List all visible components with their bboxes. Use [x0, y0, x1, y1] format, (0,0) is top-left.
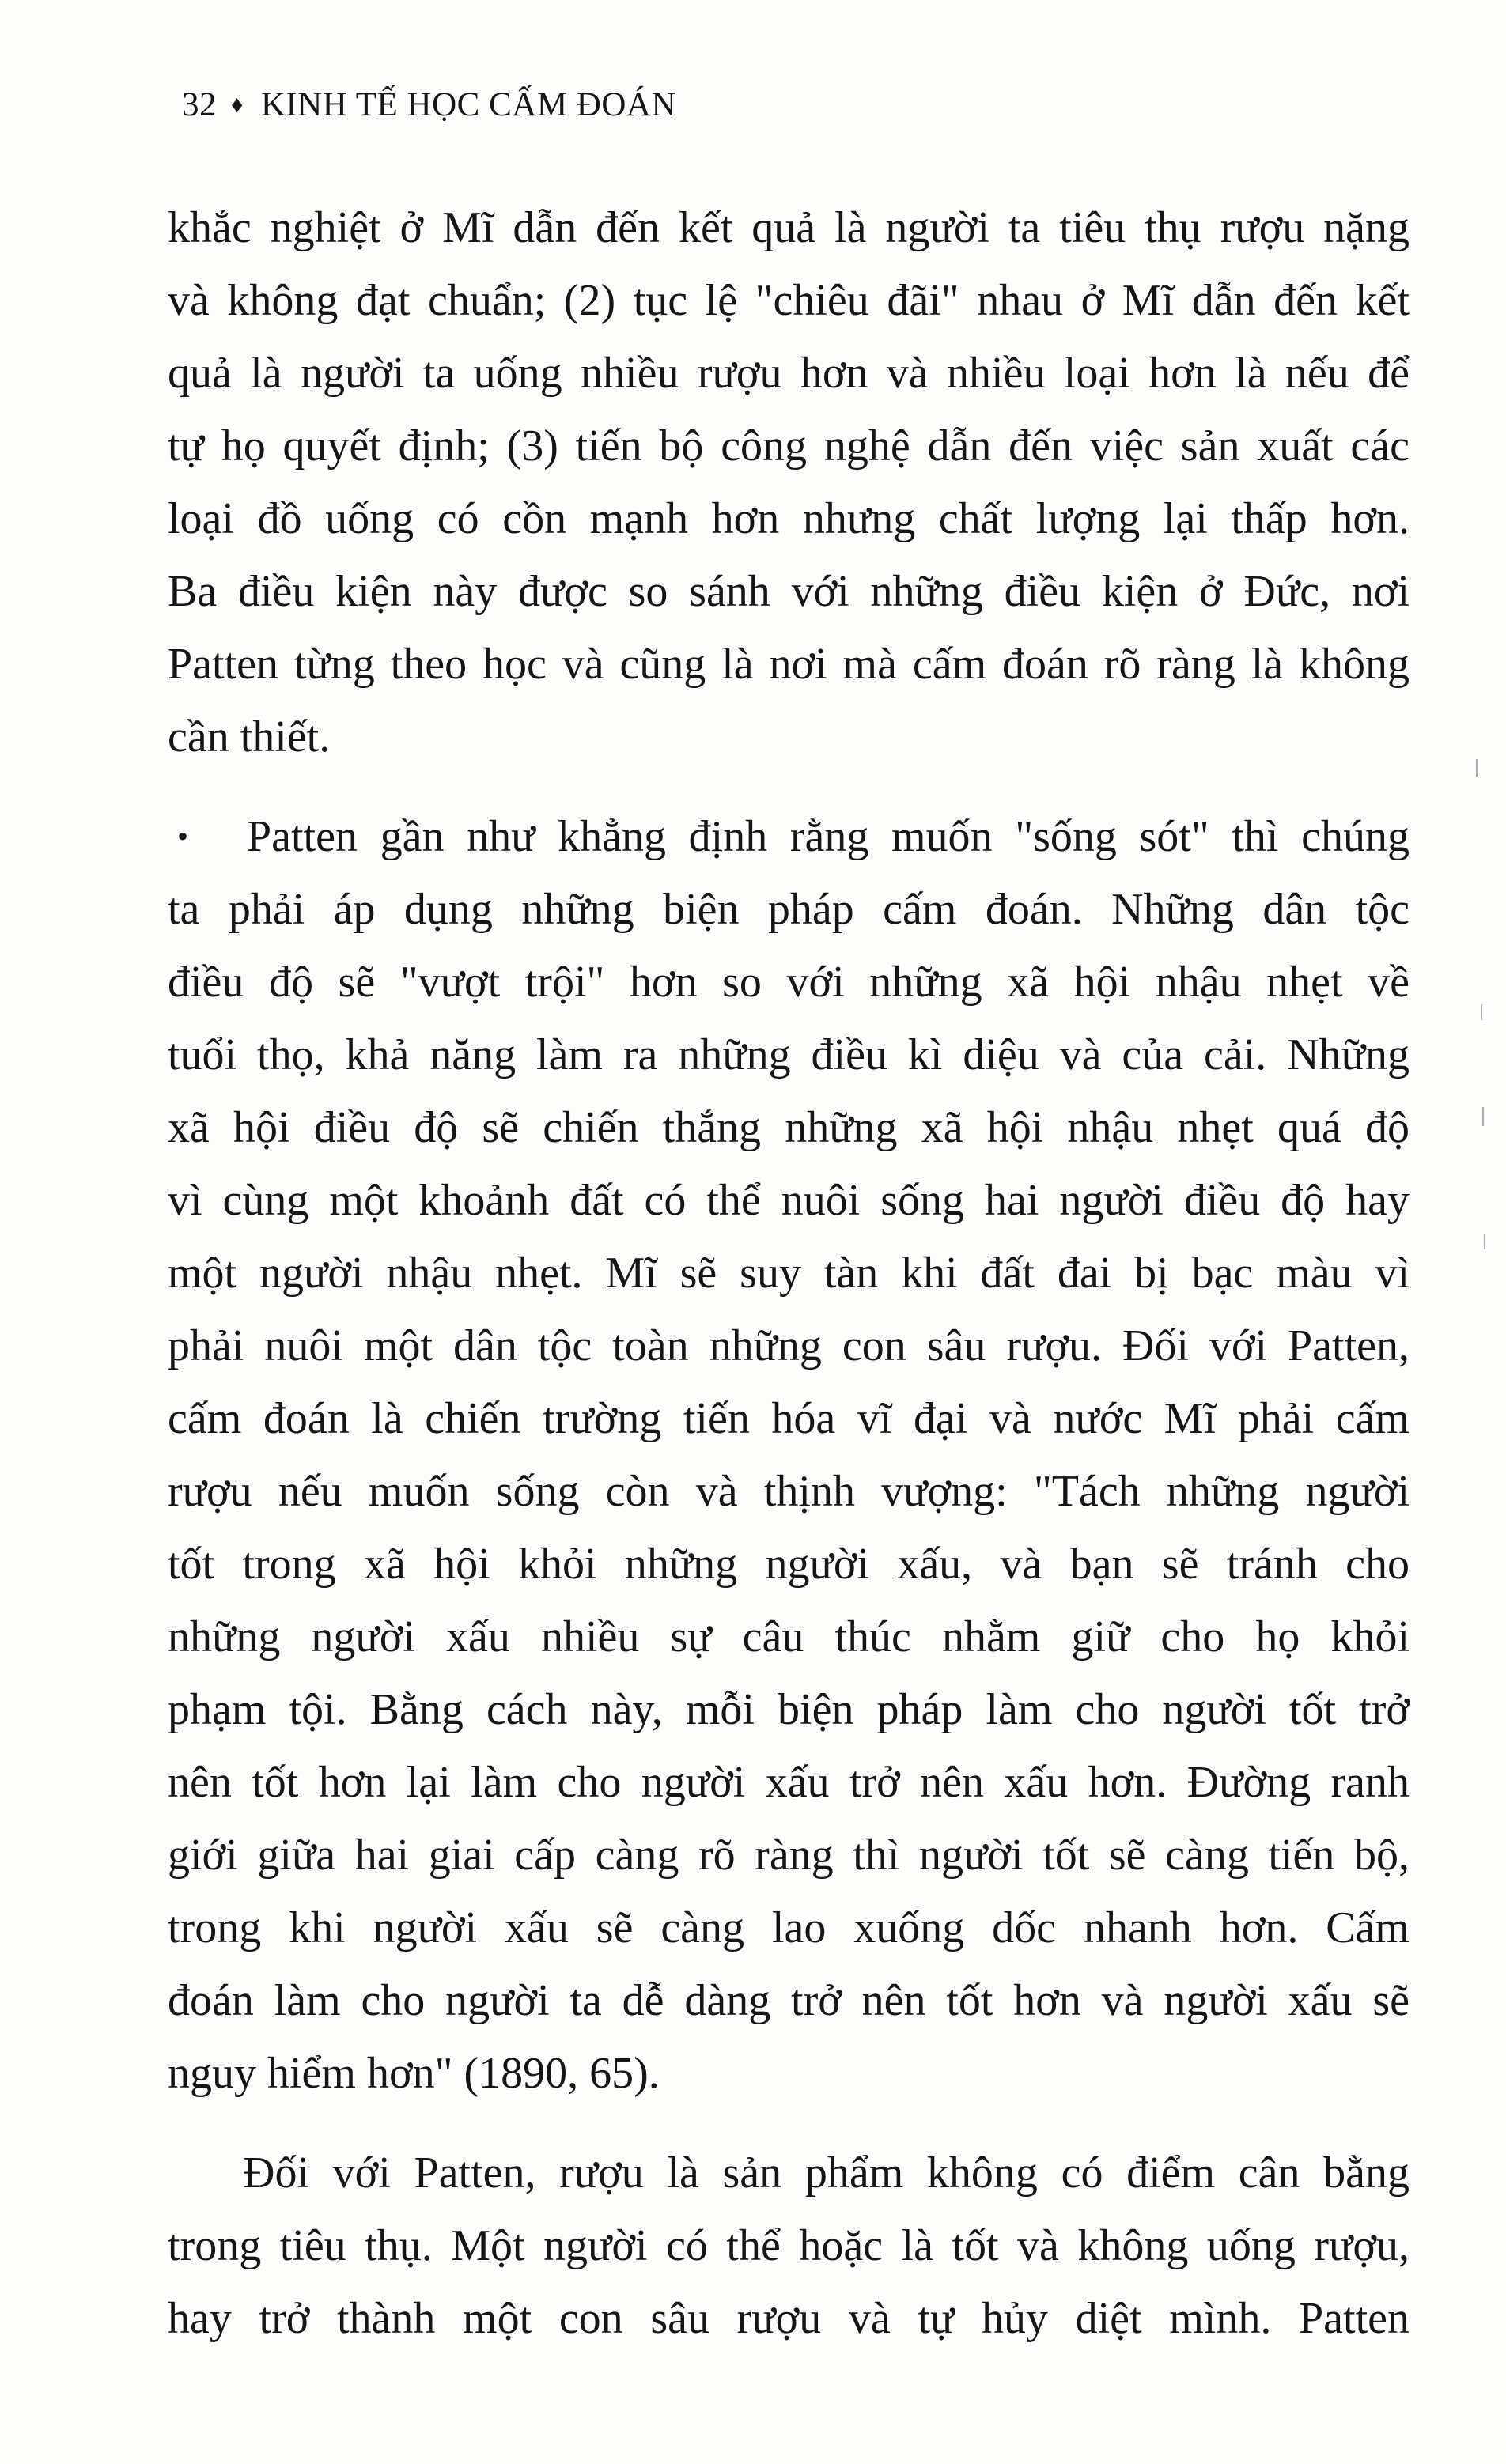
- text-line: cần thiết.: [168, 712, 331, 761]
- bulleted-paragraph: [168, 807, 1410, 2116]
- paragraph: [168, 2143, 1410, 2361]
- text-line: Patten từng theo học và cũng là nơi mà cấm đoán rõ ràng là không: [168, 640, 1410, 689]
- text-line: khắc nghiệt ở Mĩ dẫn đến kết quả là người ta tiêu thụ rượu nặng: [168, 203, 1410, 252]
- text-line: nguy hiểm hơn" (1890, 65).: [168, 2049, 660, 2098]
- text-line: những người xấu nhiều sự câu thúc nhằm giữ cho họ khỏi: [168, 1612, 1410, 1661]
- text-line: xã hội điều độ sẽ chiến thắng những xã hội nhậu nhẹt quá độ: [168, 1103, 1410, 1152]
- text-line: quả là người ta uống nhiều rượu hơn và nhiều loại hơn là nếu để: [168, 349, 1410, 398]
- text-line: phạm tội. Bằng cách này, mỗi biện pháp làm cho người tốt trở: [168, 1685, 1410, 1734]
- text-line: tốt trong xã hội khỏi những người xấu, và bạn sẽ tránh cho: [168, 1540, 1410, 1589]
- text-line-with-bullet: [168, 807, 1410, 879]
- text-line: Ba điều kiện này được so sánh với những điều kiện ở Đức, nơi: [168, 567, 1410, 616]
- scan-mark: [1484, 1234, 1485, 1249]
- text-line: một người nhậu nhẹt. Mĩ sẽ suy tàn khi đất đai bị bạc màu vì: [168, 1249, 1410, 1298]
- text-line: tự họ quyết định; (3) tiến bộ công nghệ dẫn đến việc sản xuất các: [168, 421, 1410, 471]
- text-line: tuổi thọ, khả năng làm ra những điều kì diệu và của cải. Những: [168, 1030, 1410, 1079]
- page-number: 32: [182, 86, 217, 123]
- scan-mark: [1481, 1004, 1482, 1020]
- text-line: rượu nếu muốn sống còn và thịnh vượng: "Tách những người: [168, 1467, 1410, 1516]
- diamond-separator-icon: ♦: [231, 92, 244, 118]
- running-header: [182, 85, 676, 124]
- body-text: [168, 198, 1410, 2361]
- bullet-icon: •: [177, 818, 189, 854]
- text-line: loại đồ uống có cồn mạnh hơn nhưng chất lượng lại thấp hơn.: [168, 494, 1410, 543]
- scan-mark: [1482, 1107, 1484, 1126]
- text-line: giới giữa hai giai cấp càng rõ ràng thì người tốt sẽ càng tiến bộ,: [168, 1831, 1410, 1880]
- text-line: ta phải áp dụng những biện pháp cấm đoán. Những dân tộc: [168, 885, 1410, 934]
- paragraph: [168, 198, 1410, 780]
- text-line: phải nuôi một dân tộc toàn những con sâu rượu. Đối với Patten,: [168, 1321, 1410, 1370]
- text-line: hay trở thành một con sâu rượu và tự hủy diệt mình. Patten: [168, 2294, 1410, 2343]
- text-line: điều độ sẽ "vượt trội" hơn so với những xã hội nhậu nhẹt về: [168, 958, 1410, 1007]
- text-line: Patten gần như khẳng định rằng muốn "sống sót" thì chúng: [247, 812, 1410, 861]
- text-line: trong khi người xấu sẽ càng lao xuống dốc nhanh hơn. Cấm: [168, 1903, 1410, 1952]
- text-line: đoán làm cho người ta dễ dàng trở nên tốt hơn và người xấu sẽ: [168, 1976, 1410, 2025]
- text-line: nên tốt hơn lại làm cho người xấu trở nên xấu hơn. Đường ranh: [168, 1758, 1410, 1807]
- book-title: KINH TẾ HỌC CẤM ĐOÁN: [260, 86, 677, 123]
- text-line: và không đạt chuẩn; (2) tục lệ "chiêu đãi" nhau ở Mĩ dẫn đến kết: [168, 276, 1410, 325]
- text-line: Đối với Patten, rượu là sản phẩm không có điểm cân bằng: [243, 2148, 1410, 2198]
- text-line: vì cùng một khoảnh đất có thể nuôi sống hai người điều độ hay: [168, 1176, 1410, 1225]
- scan-mark: [1476, 759, 1478, 777]
- text-line: cấm đoán là chiến trường tiến hóa vĩ đại và nước Mĩ phải cấm: [168, 1394, 1410, 1443]
- text-line: trong tiêu thụ. Một người có thể hoặc là tốt và không uống rượu,: [168, 2221, 1410, 2270]
